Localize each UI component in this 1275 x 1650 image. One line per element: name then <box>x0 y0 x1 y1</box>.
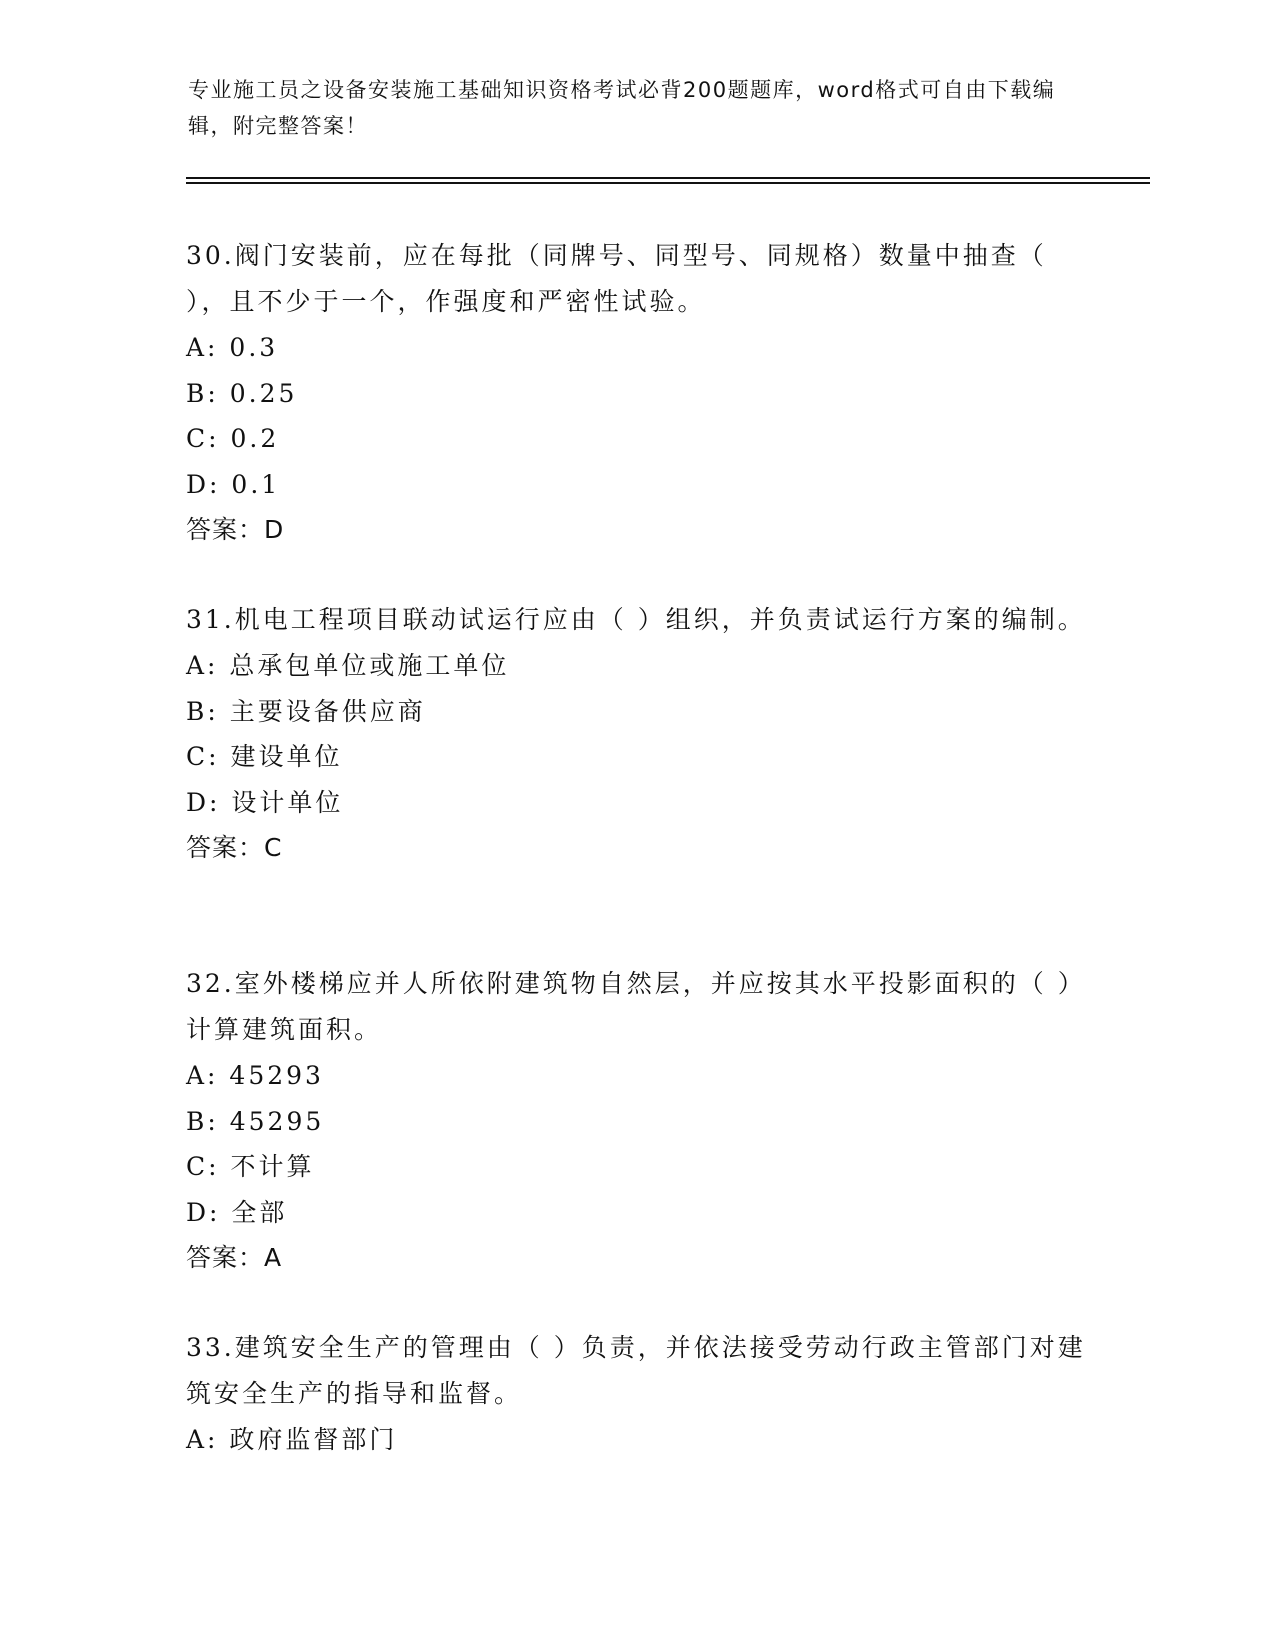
question-stem: 30.阀门安装前，应在每批（同牌号、同型号、同规格）数量中抽查（ ），且不少于一个，作强度和严密性试验。 <box>186 241 1047 316</box>
option-a: A: 0.3 <box>186 333 279 362</box>
option-c: C: 不计算 <box>186 1152 315 1181</box>
option-a: A: 45293 <box>186 1061 324 1090</box>
question-30 <box>186 233 1086 553</box>
option-b: B: 45295 <box>186 1106 325 1136</box>
header-divider-top <box>186 177 1150 179</box>
option-d: D: 设计单位 <box>186 787 344 817</box>
question-stem: 32.室外楼梯应并人所依附建筑物自然层，并应按其水平投影面积的（ ）计算建筑面积。 <box>186 969 1086 1044</box>
answer-line: 答案：C <box>186 833 283 862</box>
question-32 <box>186 961 1086 1281</box>
answer-line: 答案：A <box>186 1243 283 1272</box>
option-d: D: 0.1 <box>186 469 281 499</box>
option-a: A: 总承包单位或施工单位 <box>186 651 510 680</box>
question-stem: 33.建筑安全生产的管理由（ ）负责，并依法接受劳动行政主管部门对建筑安全生产的指导和监督。 <box>186 1333 1086 1408</box>
option-d: D: 全部 <box>186 1197 288 1227</box>
header-divider-bottom <box>186 182 1150 184</box>
option-c: C: 建设单位 <box>186 742 343 771</box>
question-stem: 31.机电工程项目联动试运行应由（ ）组织，并负责试运行方案的编制。 <box>186 605 1086 634</box>
answer-line: 答案：D <box>186 515 285 544</box>
option-b: B: 主要设备供应商 <box>186 696 426 726</box>
option-a: A: 政府监督部门 <box>186 1425 398 1454</box>
option-b: B: 0.25 <box>186 378 298 408</box>
option-c: C: 0.2 <box>186 424 280 453</box>
question-33 <box>186 1325 1086 1463</box>
question-31 <box>186 597 1086 871</box>
document-header: 专业施工员之设备安装施工基础知识资格考试必背200题题库，word格式可自由下载编辑，附完整答案！ <box>188 78 1056 138</box>
